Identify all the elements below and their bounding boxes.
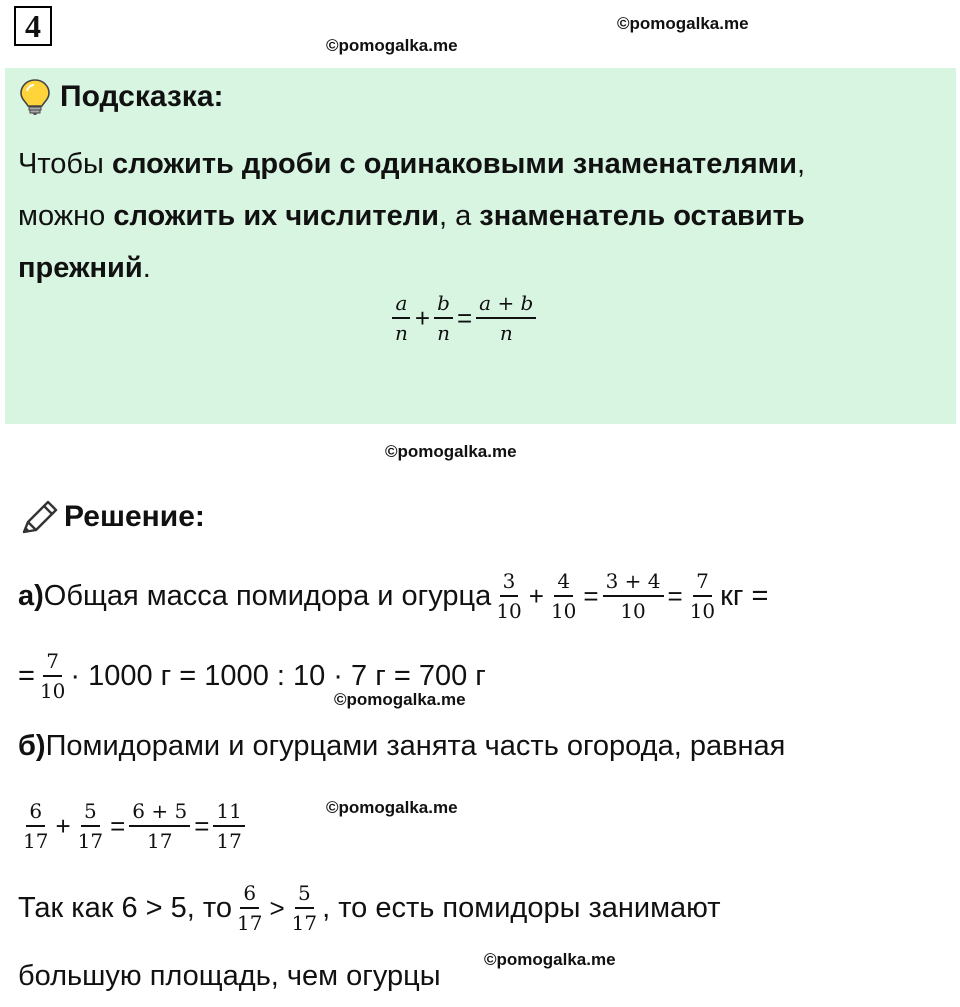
fraction: $\frac{5}{17}$ [77, 799, 104, 853]
fraction-b-n: $\frac{b}{n}$ [434, 290, 453, 346]
fraction: $\frac{6 + 5}{17}$ [129, 798, 190, 854]
pencil-icon [18, 498, 60, 543]
solution-a-line2: = $\frac{7}{10}$ · 1000 г = 1000 : 10 · 7 г = 700 г [18, 649, 486, 703]
solution-b-line1: б) Помидорами и огурцами занята часть огорода, равная [18, 730, 786, 762]
watermark: ©pomogalka.me [617, 14, 749, 33]
fraction: $\frac{7}{10}$ [39, 649, 66, 703]
fraction: $\frac{6}{17}$ [23, 799, 49, 853]
fraction: $\frac{7}{10}$ [689, 569, 716, 623]
fraction: $\frac{5}{17}$ [291, 881, 318, 935]
fraction-sum-n: $\frac{a + b}{n}$ [476, 290, 536, 346]
fraction: $\frac{4}{10}$ [550, 569, 577, 623]
fraction: $\frac{6}{17}$ [237, 881, 263, 935]
hint-formula: $\frac{a}{n}$ + $\frac{b}{n}$ = $\frac{a + b}{n}$ [390, 290, 538, 346]
solution-title: Решение: [64, 500, 205, 533]
fraction: $\frac{11}{17}$ [213, 798, 244, 854]
fraction-a-n: $\frac{a}{n}$ [392, 290, 411, 346]
watermark: ©pomogalka.me [484, 950, 616, 969]
solution-conclusion-line2: большую площадь, чем огурцы [18, 960, 441, 992]
solution-a-line1: а) Общая масса помидора и огурца $\frac{3}{10}$ + $\frac{4}{10}$ = $\frac{3 + 4}{10}$ = $\frac{7}{10}$ кг = [18, 569, 769, 623]
lightbulb-icon [18, 78, 52, 121]
solution-b-line2: $\frac{6}{17}$ + $\frac{5}{17}$ = $\frac{6 + 5}{17}$ = $\frac{11}{17}$ [18, 798, 247, 854]
fraction: $\frac{3 + 4}{10}$ [603, 568, 664, 624]
hint-text: Чтобы сложить дроби с одинаковыми знаменателями, можно сложить их числители, а знаменатель оставить прежний. [18, 148, 806, 284]
fraction: $\frac{3}{10}$ [496, 569, 522, 623]
watermark: ©pomogalka.me [326, 798, 458, 817]
watermark: ©pomogalka.me [334, 690, 466, 709]
solution-conclusion-line1: Так как 6 > 5, то $\frac{6}{17}$ > $\frac{5}{17}$ , то есть помидоры занимают [18, 881, 721, 935]
watermark: ©pomogalka.me [326, 36, 458, 55]
watermark: ©pomogalka.me [385, 442, 517, 461]
hint-title: Подсказка: [60, 80, 224, 113]
task-number: 4 [14, 6, 52, 46]
